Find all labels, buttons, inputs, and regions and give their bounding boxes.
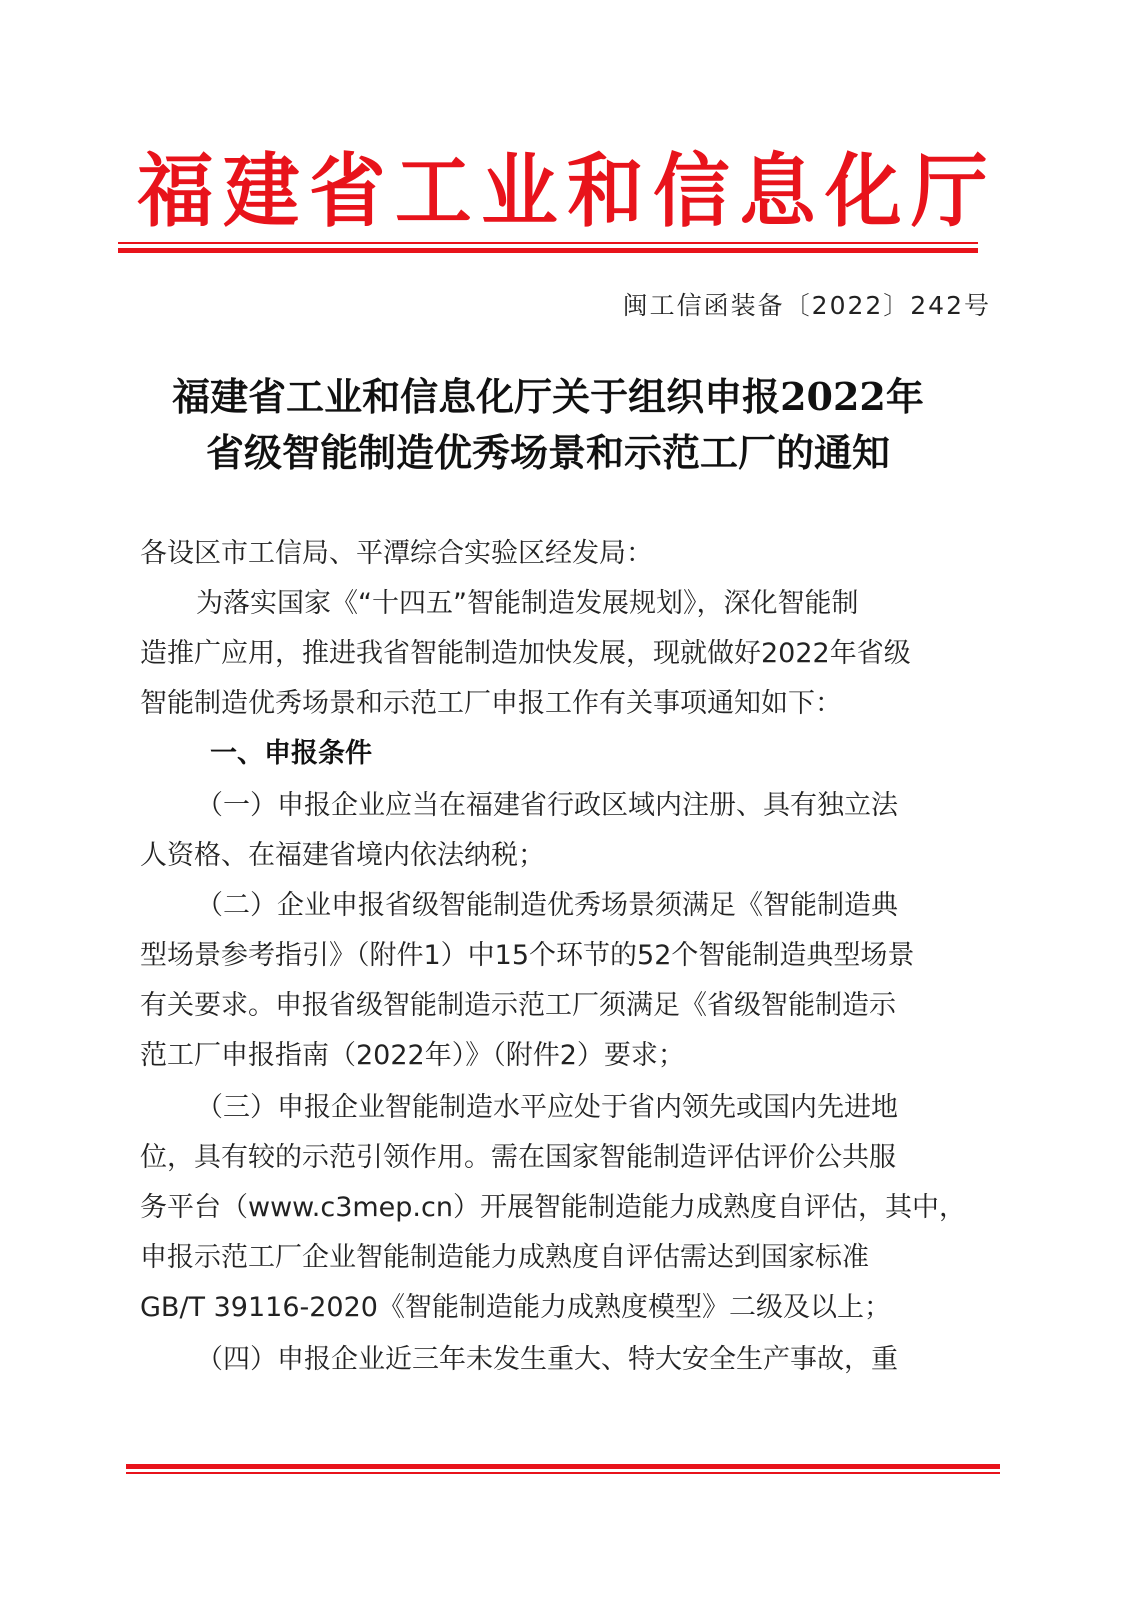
section-paragraph-line: GB/T 39116-2020《智能制造能力成熟度模型》二级及以上； (140, 1292, 891, 1323)
section-paragraph-line: （四）申报企业近三年未发生重大、特大安全生产事故，重 (196, 1344, 898, 1375)
masthead-title: 福建省工业和信息化厅 (137, 145, 998, 238)
body-paragraph-line: 为落实国家《“十四五”智能制造发展规划》，深化智能制 (196, 588, 859, 619)
footer-rule-thin (126, 1472, 1000, 1474)
section-paragraph-line: 范工厂申报指南（2022年）》（附件2）要求； (140, 1040, 685, 1071)
section-heading: 一、申报条件 (210, 738, 372, 769)
section-paragraph-line: 务平台（www.c3mep.cn）开展智能制造能力成熟度自评估，其中， (140, 1192, 966, 1223)
masthead-rule-thin (118, 242, 978, 244)
section-paragraph-line: 人资格、在福建省境内依法纳税； (140, 840, 545, 871)
document-title-line-1: 福建省工业和信息化厅关于组织申报2022年 (172, 374, 924, 419)
section-paragraph-line: 位，具有较的示范引领作用。需在国家智能制造评估评价公共服 (140, 1142, 896, 1173)
document-number: 闽工信函装备〔2022〕242号 (622, 291, 991, 320)
section-paragraph-line: 型场景参考指引》（附件1）中15个环节的52个智能制造典型场景 (140, 940, 915, 971)
recipient-line: 各设区市工信局、平潭综合实验区经发局： (140, 538, 653, 569)
section-paragraph-line: 有关要求。申报省级智能制造示范工厂须满足《省级智能制造示 (140, 990, 896, 1021)
masthead-rule-thick (118, 248, 978, 253)
section-paragraph-line: （三）申报企业智能制造水平应处于省内领先或国内先进地 (196, 1092, 898, 1123)
section-paragraph-line: 申报示范工厂企业智能制造能力成熟度自评估需达到国家标准 (140, 1242, 869, 1273)
section-paragraph-line: （二）企业申报省级智能制造优秀场景须满足《智能制造典 (196, 890, 898, 921)
body-paragraph-line: 造推广应用，推进我省智能制造加快发展，现就做好2022年省级 (140, 638, 911, 669)
body-paragraph-line: 智能制造优秀场景和示范工厂申报工作有关事项通知如下： (140, 688, 842, 719)
document-title-line-2: 省级智能制造优秀场景和示范工厂的通知 (205, 430, 890, 475)
footer-rule-thick (126, 1464, 1000, 1469)
section-paragraph-line: （一）申报企业应当在福建省行政区域内注册、具有独立法 (196, 790, 898, 821)
